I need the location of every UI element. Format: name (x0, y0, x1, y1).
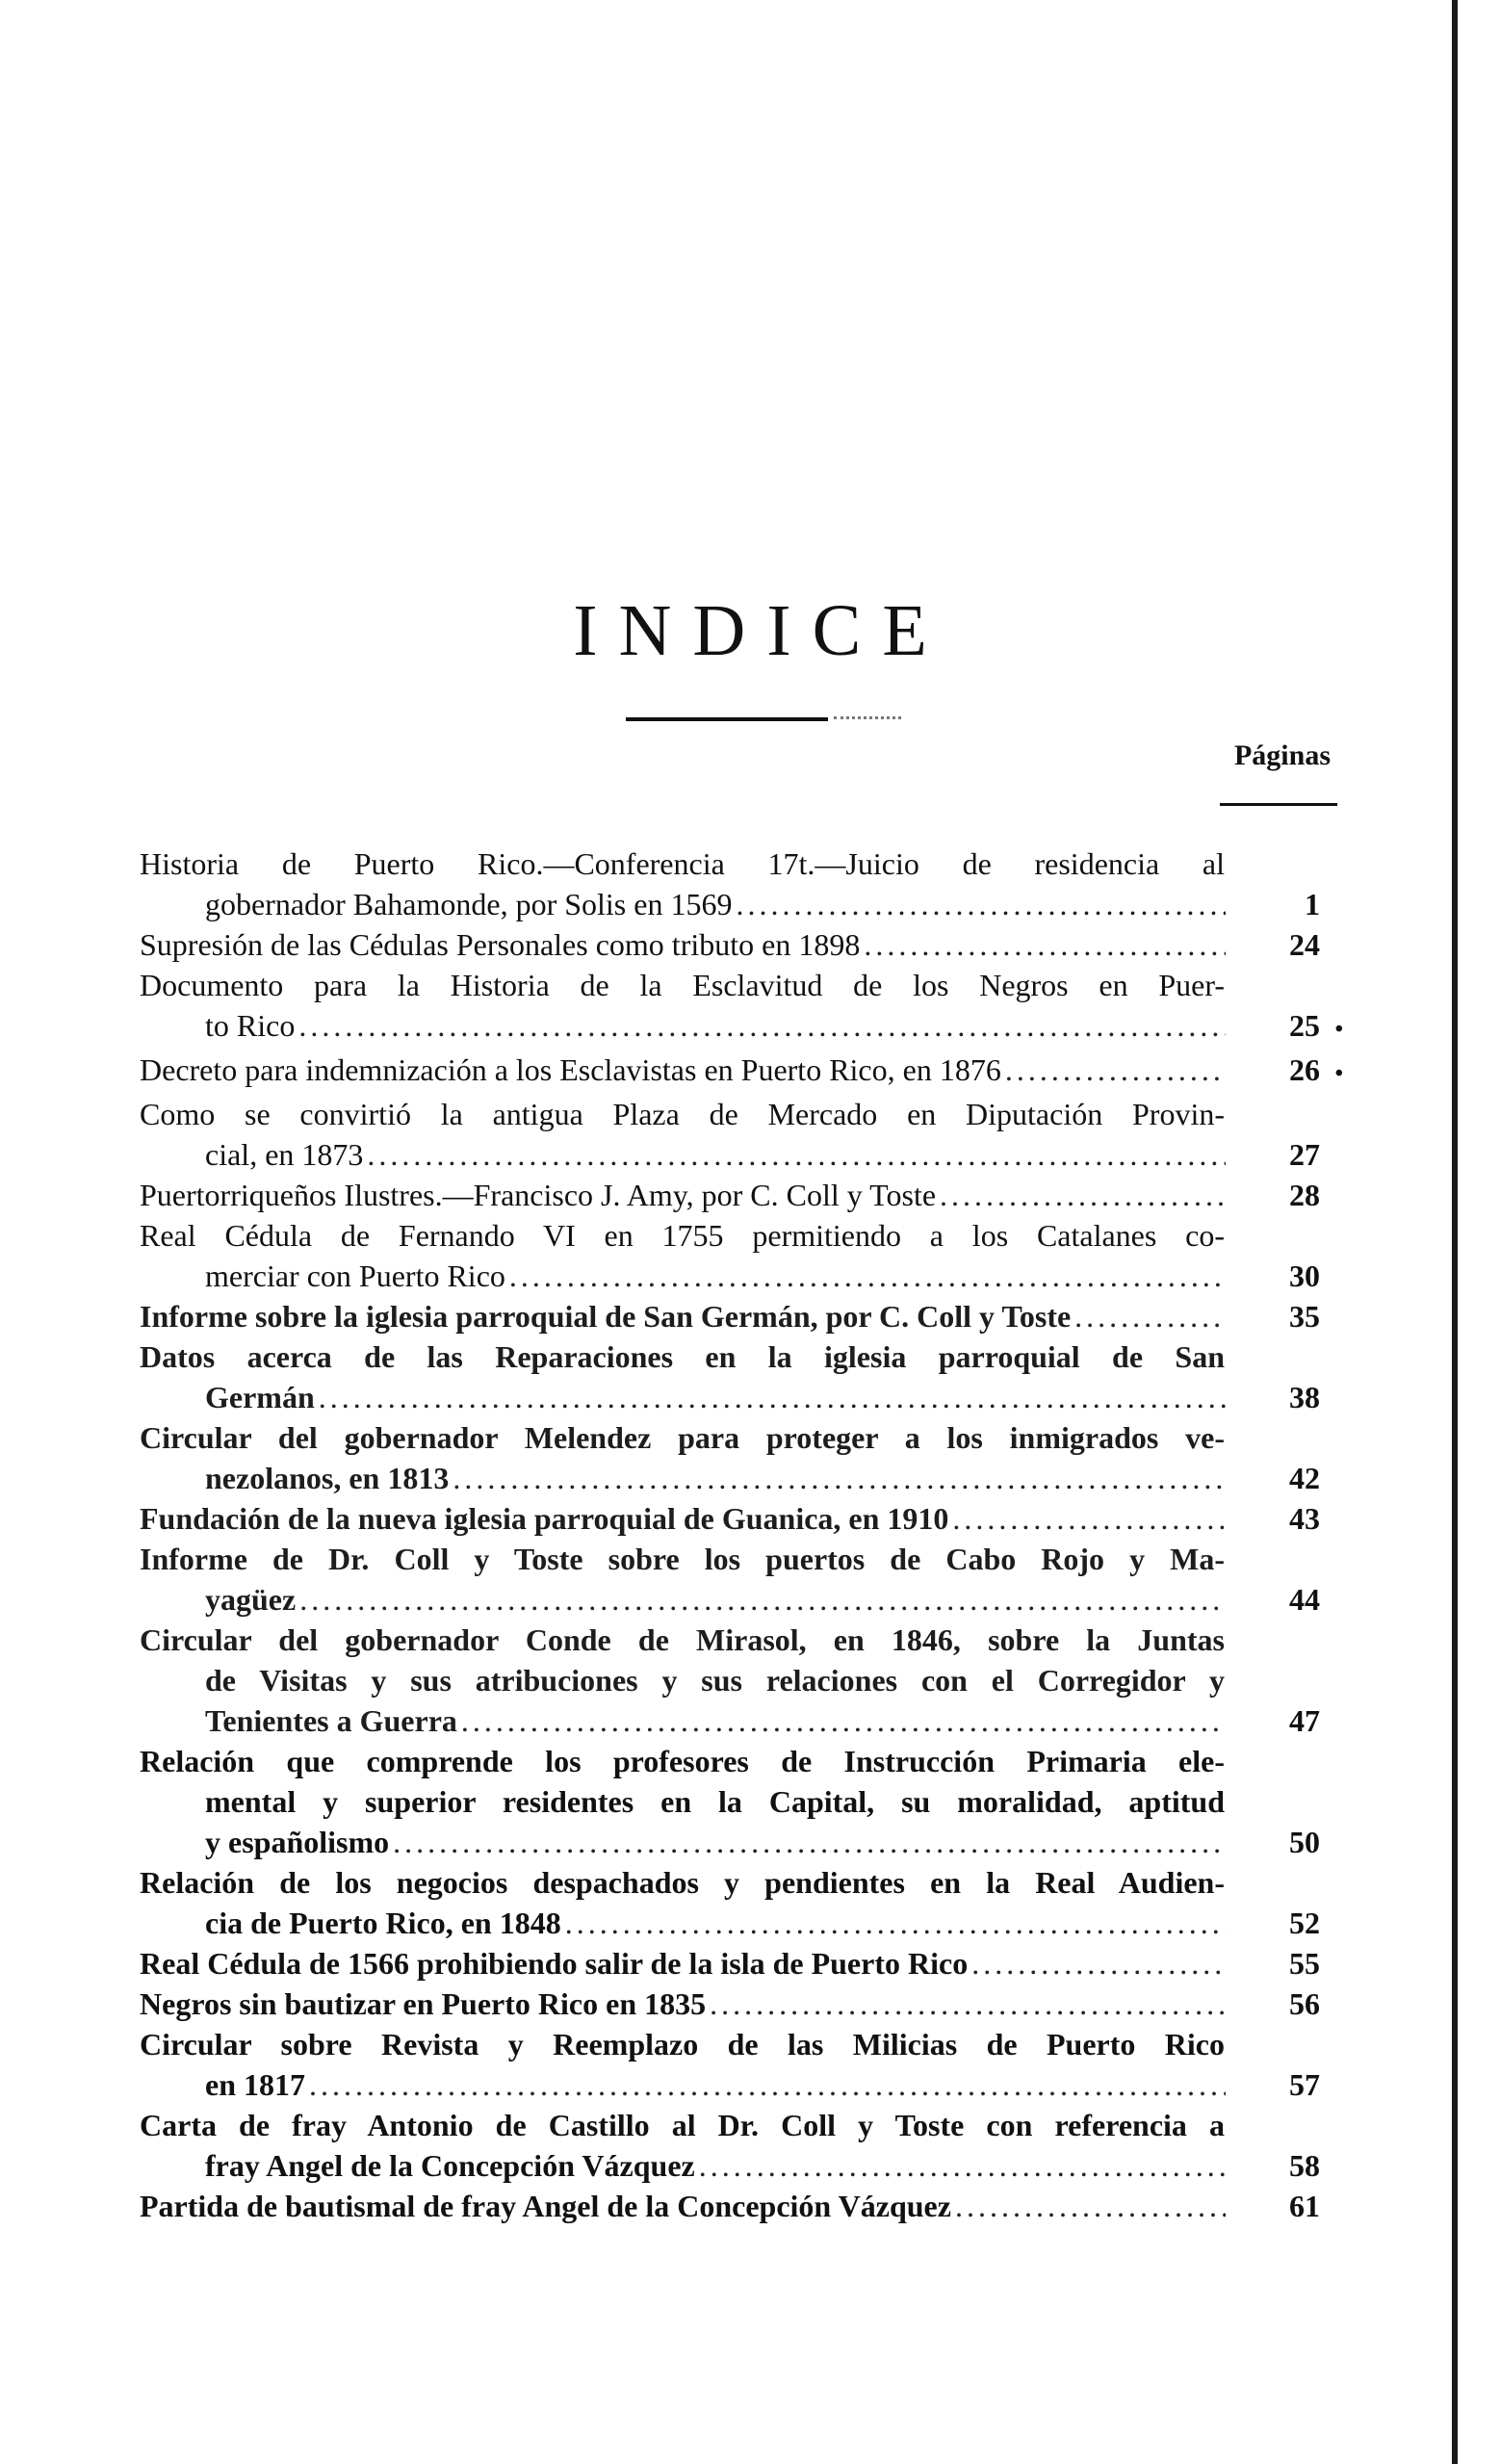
toc-page-number: 58 (1289, 2148, 1320, 2183)
toc-entry (140, 1417, 1343, 1498)
dot-leader (952, 1498, 1226, 1539)
toc-entry-text: Partida de bautismal de fray Angel de la Concepción Vázquez (140, 2189, 951, 2223)
toc-entry-text: en 1817 (205, 2067, 305, 2102)
toc-entry-text: Informe sobre la iglesia parroquial de San Germán, por C. Coll y Toste (140, 1299, 1072, 1334)
toc-entry-line (140, 1134, 1343, 1175)
toc-entry-text: Decreto para indemnización a los Esclavistas en Puerto Rico, en 1876 (140, 1052, 1001, 1087)
toc-entry (140, 965, 1343, 1050)
toc-entry-line (140, 1539, 1343, 1579)
toc-entry (140, 1336, 1343, 1417)
toc-entry-text: yagüez (205, 1582, 297, 1617)
toc-entry-line (140, 1215, 1343, 1256)
toc-entry-text: nezolanos, en 1813 (205, 1461, 450, 1495)
toc-entry-line (140, 843, 1343, 884)
toc-entry-text: y españolismo (205, 1825, 390, 1859)
toc-entry-line (140, 2024, 1343, 2064)
toc-entry (140, 1862, 1343, 1943)
toc-entry (140, 1741, 1343, 1862)
toc-page-number: 52 (1289, 1906, 1320, 1940)
dot-leader (971, 1943, 1226, 1984)
toc-entry-text: Historia de Puerto Rico.—Conferencia 17t.—Juicio de residencia al (140, 846, 1225, 881)
dot-leader (736, 884, 1226, 924)
toc-entry-text: Circular del gobernador Conde de Mirasol, en 1846, sobre la Juntas (140, 1622, 1225, 1657)
toc-page-number: 1 (1305, 887, 1320, 921)
toc-entry-text: Documento para la Historia de la Esclavitud de los Negros en Puer- (140, 968, 1225, 1002)
toc-entry (140, 924, 1343, 965)
dot-leader (319, 1377, 1226, 1417)
toc-page-number: 24 (1289, 927, 1320, 962)
margin-mark: • (1334, 1017, 1343, 1042)
toc-page-number: 30 (1289, 1258, 1320, 1293)
toc-entry-line (140, 1984, 1343, 2024)
toc-entry-text: Germán (205, 1380, 315, 1414)
toc-entry-text: fray Angel de la Concepción Vázquez (205, 2148, 695, 2183)
toc-entry-text: Circular sobre Revista y Reemplazo de las Milicias de Puerto Rico (140, 2027, 1225, 2062)
toc-entry-line (140, 1660, 1343, 1700)
toc-entry (140, 2105, 1343, 2186)
toc-entry (140, 1620, 1343, 1741)
table-of-contents (140, 843, 1343, 2226)
toc-entry (140, 1050, 1343, 1094)
toc-entry-text: Relación de los negocios despachados y pendientes en la Real Audien- (140, 1865, 1225, 1900)
dot-leader (461, 1700, 1226, 1741)
toc-page-number: 44 (1289, 1582, 1320, 1617)
dot-leader (393, 1822, 1226, 1862)
toc-entry-line (140, 1417, 1343, 1458)
toc-entry-text: Tenientes a Guerra (205, 1703, 457, 1738)
toc-page-number: 27 (1289, 1137, 1320, 1172)
toc-entry-line (140, 1943, 1343, 1984)
toc-entry-text: Carta de fray Antonio de Castillo al Dr. Coll y Toste con referencia a (140, 2108, 1225, 2142)
dot-leader (367, 1134, 1226, 1175)
dot-leader (699, 2145, 1226, 2186)
toc-page-number: 56 (1289, 1986, 1320, 2021)
toc-entry-line (140, 884, 1343, 924)
toc-entry-text: Puertorriqueños Ilustres.—Francisco J. Amy, por C. Coll y Toste (140, 1178, 937, 1212)
toc-entry-text: Datos acerca de las Reparaciones en la iglesia parroquial de San (140, 1339, 1225, 1374)
toc-entry-line (140, 1781, 1343, 1822)
toc-entry (140, 2186, 1343, 2226)
toc-entry-line (140, 1620, 1343, 1660)
toc-page-number: 42 (1289, 1461, 1320, 1495)
toc-entry-line (140, 1903, 1343, 1943)
toc-entry-text: Circular del gobernador Melendez para proteger a los inmigrados ve- (140, 1420, 1225, 1455)
toc-entry-line (140, 2145, 1343, 2186)
toc-entry-line (140, 2105, 1343, 2145)
toc-entry-text: Fundación de la nueva iglesia parroquial de Guanica, en 1910 (140, 1501, 949, 1536)
toc-entry-line (140, 1175, 1343, 1215)
toc-entry (140, 1984, 1343, 2024)
dot-leader (864, 924, 1226, 965)
toc-entry (140, 2024, 1343, 2105)
dot-leader (1074, 1296, 1226, 1336)
toc-entry-line (140, 1579, 1343, 1620)
toc-entry (140, 1539, 1343, 1620)
toc-entry-line (140, 1458, 1343, 1498)
pages-column-label: Páginas (1233, 739, 1331, 771)
toc-entry-line (140, 1296, 1343, 1336)
toc-entry-text: Real Cédula de Fernando VI en 1755 permitiendo a los Catalanes co- (140, 1218, 1225, 1253)
toc-entry-line (140, 1700, 1343, 1741)
toc-entry-text: cia de Puerto Rico, en 1848 (205, 1906, 561, 1940)
toc-entry-text: cial, en 1873 (205, 1137, 364, 1172)
toc-entry-text: Supresión de las Cédulas Personales como tributo en 1898 (140, 927, 861, 962)
dot-leader (453, 1458, 1226, 1498)
page-edge-shadow (1452, 0, 1458, 2464)
toc-entry-line (140, 1336, 1343, 1377)
toc-entry (140, 843, 1343, 924)
page-title: INDICE (573, 590, 948, 671)
dot-leader (565, 1903, 1226, 1943)
dot-leader (710, 1984, 1226, 2024)
toc-page-number: 47 (1289, 1703, 1320, 1738)
dot-leader (299, 1579, 1226, 1620)
dot-leader (509, 1256, 1226, 1296)
toc-entry-line (140, 1741, 1343, 1781)
dot-leader (940, 1175, 1226, 1215)
toc-page-number: 25 (1289, 1008, 1320, 1043)
toc-entry-line (140, 1822, 1343, 1862)
toc-entry (140, 1943, 1343, 1984)
toc-entry (140, 1094, 1343, 1175)
title-underline-dots (834, 716, 901, 723)
toc-page-number: 26 (1289, 1052, 1320, 1087)
dot-leader (298, 1005, 1226, 1046)
dot-leader (955, 2186, 1226, 2226)
toc-entry-text: Como se convirtió la antigua Plaza de Mercado en Diputación Provin- (140, 1097, 1225, 1131)
pages-column-rule (1220, 803, 1337, 806)
toc-entry-text: mental y superior residentes en la Capital, su moralidad, aptitud (205, 1784, 1225, 1819)
toc-page-number: 61 (1289, 2189, 1320, 2223)
toc-page-number: 50 (1289, 1825, 1320, 1859)
toc-page-number: 38 (1289, 1380, 1320, 1414)
toc-page-number: 43 (1289, 1501, 1320, 1536)
toc-entry-text: gobernador Bahamonde, por Solis en 1569 (205, 887, 733, 921)
toc-entry-line (140, 1377, 1343, 1417)
toc-page-number: 28 (1289, 1178, 1320, 1212)
toc-entry-line (140, 1256, 1343, 1296)
toc-entry-line (140, 1862, 1343, 1903)
toc-entry-line (140, 1094, 1343, 1134)
toc-entry (140, 1296, 1343, 1336)
toc-entry-text: to Rico (205, 1008, 296, 1043)
toc-entry-text: Real Cédula de 1566 prohibiendo salir de la isla de Puerto Rico (140, 1946, 969, 1981)
toc-entry-line (140, 965, 1343, 1005)
toc-page-number: 55 (1289, 1946, 1320, 1981)
toc-entry-line (140, 1498, 1343, 1539)
toc-entry-line (140, 2186, 1343, 2226)
toc-entry-text: Informe de Dr. Coll y Toste sobre los puertos de Cabo Rojo y Ma- (140, 1542, 1225, 1576)
toc-page-number: 35 (1289, 1299, 1320, 1334)
title-underline (626, 717, 828, 721)
toc-entry-line (140, 1050, 1343, 1094)
toc-entry-line (140, 924, 1343, 965)
toc-entry-text: de Visitas y sus atribuciones y sus relaciones con el Corregidor y (205, 1663, 1225, 1698)
toc-entry (140, 1175, 1343, 1215)
dot-leader (1005, 1050, 1226, 1090)
toc-entry-line (140, 1005, 1343, 1050)
toc-entry-text: merciar con Puerto Rico (205, 1258, 505, 1293)
toc-entry (140, 1498, 1343, 1539)
toc-entry-text: Relación que comprende los profesores de Instrucción Primaria ele- (140, 1744, 1225, 1778)
toc-entry-text: Negros sin bautizar en Puerto Rico en 1835 (140, 1986, 707, 2021)
toc-entry-line (140, 2064, 1343, 2105)
margin-mark: • (1334, 1061, 1343, 1086)
toc-entry (140, 1215, 1343, 1296)
dot-leader (309, 2064, 1226, 2105)
toc-page-number: 57 (1289, 2067, 1320, 2102)
